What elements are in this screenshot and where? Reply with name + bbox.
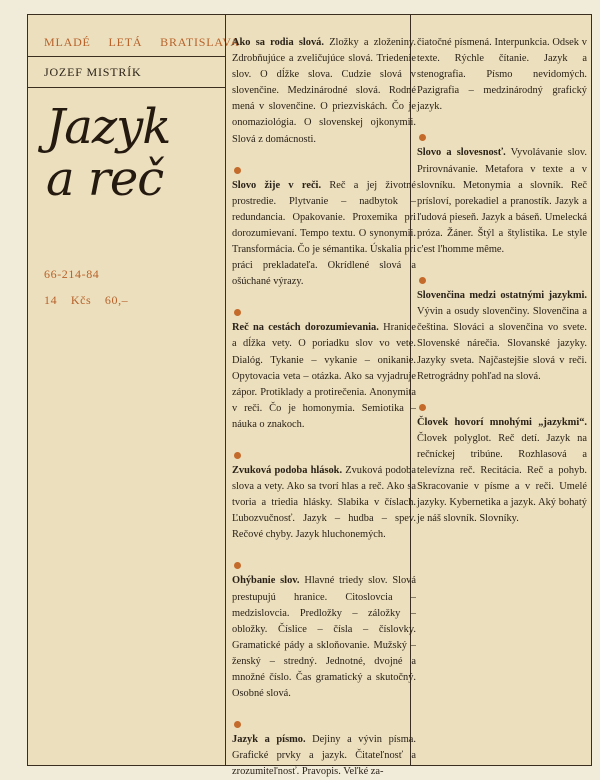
- toc-entry: Jazyk a písmo. Dejiny a vývin písma. Grafické prvky a jazyk. Čitateľnosť a zrozumiteľnosť. Pravopis. Veľké za-: [232, 734, 416, 778]
- toc-entry: Zvuková podoba hlások. Zvuková podoba slova a vety. Ako sa tvorí hlas a reč. Ako sa tvoria a triedia hlásky. Slabika v číslach. Ľubozvučnosť. Jazyk – hudba – spev. Rečové chyby. Jazyk hluchonemých.: [232, 464, 416, 541]
- bullet-dot: [419, 277, 426, 284]
- title-line-2: a reč: [46, 151, 164, 207]
- toc-entry: Reč na cestách dorozumievania. Hranice a dĺžka vety. O poriadku slov vo vete. Dialóg. Tykanie – vykanie – onikanie. Opytovacia veta – otázka. Ako sa vyjadruje zápor. Protiklady a protirečenia. Anonymita v reči. Čo je homonymia. Semiotika – náuka o znakoch.: [232, 322, 417, 430]
- title-line-1: Jazyk: [46, 99, 171, 155]
- price-line: [44, 293, 128, 308]
- toc-entry: Slovo a slovesnosť. Vyvolávanie slov. Prirovnávanie. Metafora v texte a v slovníku. Metonymia a slovník. Reč prísloví, porekadiel a pranostík. Jazyk a ľudová pieseň. Jazyk a báseň. Umelecká próza. Žáner. Štýl a štylistika. Le style c'est l'homme même.: [417, 147, 587, 256]
- edition-number: 14: [44, 293, 58, 307]
- toc-entry: Slovo žije v reči. Reč a jej životné prostredie. Plytvanie – nadbytok – redundancia. Opakovanie. Proxemika pri dorozumievaní. Tempo textu. O synonymii. Transformácia. Čo je sémantika. Úskalia pri práci prekladateľa. Okrídlené slová a ošúchané výrazy.: [232, 179, 416, 288]
- cover-frame: [27, 14, 592, 778]
- cover-info-panel: [28, 15, 240, 765]
- author-name: JOZEF MISTRÍK: [44, 65, 142, 79]
- bullet-dot: [234, 167, 241, 174]
- bullet-dot: [419, 404, 426, 411]
- toc-entry-continued: čiatočné písmená. Interpunkcia. Odsek v texte. Rýchle čítanie. Jazyk a stenografia. Písmo nevidomých. Pazigrafia – medzinárodný grafický jazyk.: [417, 37, 587, 113]
- catalog-code: 66-214-84: [44, 267, 100, 281]
- bullet-dot: [419, 134, 426, 141]
- column-divider: [225, 15, 226, 765]
- toc-column-2: [417, 35, 587, 527]
- toc-column-1: [232, 35, 416, 780]
- publisher-city: BRATISLAVA: [160, 35, 240, 49]
- toc-entry: Človek hovorí mnohými „jazykmi“. Človek polyglot. Reč detí. Jazyk na rečníckej tribúne. Rozhlasová a televízna reč. Recitácia. Reč a pohyb. Skracovanie v písme a v reči. Umelé jazyky. Kybernetika a jazyk. Aký bohatý je náš slovník. Slovníky.: [417, 416, 587, 525]
- price: Kčs 60,–: [70, 293, 129, 307]
- bullet-dot: [234, 562, 241, 569]
- toc-entry: Ohýbanie slov. Hlavné triedy slov. Slová prestupujú hranice. Citoslovcia – medzislovcia. Predložky – záložky – obložky. Číslice – čísla – číslovky. Gramatické pády a skloňovanie. Mužský – ženský – stredný. Jednotné, dvojné a množné číslo. Čas gramatický a skutočný. Osobné slová.: [232, 575, 416, 700]
- divider: [28, 56, 225, 57]
- publisher-name: MLADÉ LETÁ: [44, 35, 143, 49]
- bullet-dot: [234, 721, 241, 728]
- toc-entry: Slovenčina medzi ostatnými jazykmi. Vývin a osudy slovenčiny. Slovenčina a čeština. Slováci a slovenčina vo svete. Slovenské nárečia. Slovanské jazyky. Jazyky sveta. Najčastejšie slová v reči. Retrográdny pohľad na slová.: [417, 290, 587, 382]
- bullet-dot: [234, 309, 241, 316]
- divider: [28, 87, 225, 88]
- book-title: [46, 101, 170, 205]
- publisher-line: [44, 35, 240, 50]
- toc-entry: Ako sa rodia slová. Zložky a zloženiny. Zdrobňujúce a zveličujúce slová. Triedenie slov. O dĺžke slova. Cudzie slová v slovenčine. Medzinárodné slová. Rodné mená v slovenčine. O priezviskách. Čo je onomaziológia. O slovenskej ojkonymii. Slová z domácnosti.: [232, 37, 417, 145]
- bullet-dot: [234, 452, 241, 459]
